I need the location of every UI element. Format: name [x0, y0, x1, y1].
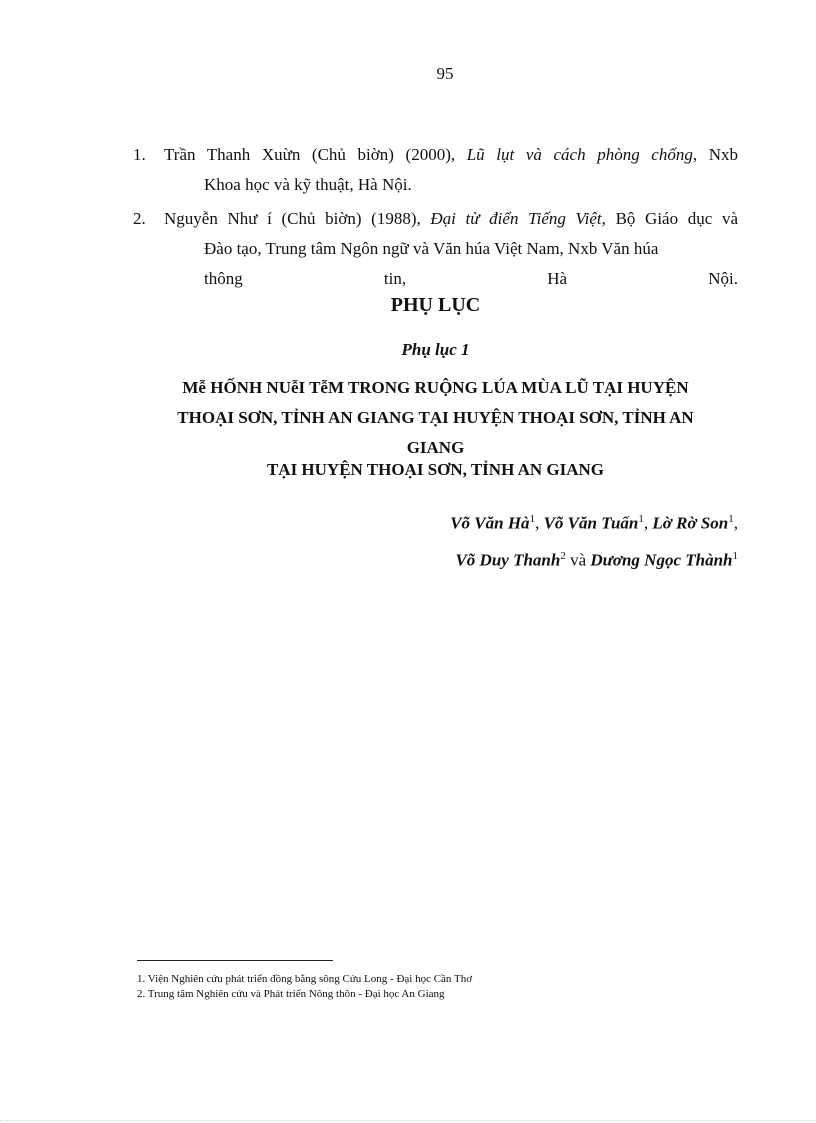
reference-title: Đại từ điển Tiếng Việt [430, 209, 602, 228]
author-line [133, 503, 738, 540]
reference-last-line: thông tin, Hà Nội. [204, 269, 738, 288]
heading-line: Mễ HỐNH NUễI TễM TRONG RUỘNG LÚA MÙA LŨ TẠI HUYỆN [182, 378, 689, 397]
author-separator: , [643, 513, 653, 533]
reference-tail: , Bộ Giáo dục và [601, 209, 738, 228]
author-name: Lờ Rờ Son [652, 513, 729, 533]
reference-continuation: Khoa học và kỹ thuật, Hà Nội. [204, 175, 412, 194]
reference-first-line [164, 140, 738, 170]
author-separator: , [535, 513, 544, 533]
affiliation-marker: 2 [560, 549, 566, 562]
reference-tail: , Nxb [692, 145, 738, 164]
author-name: Võ Văn Tuấn [543, 513, 639, 533]
author-separator: , [733, 513, 738, 533]
reference-number: 1. [133, 145, 146, 164]
author-name: Võ Duy Thanh [455, 550, 561, 570]
reference-number: 2. [133, 209, 146, 228]
appendix-title: PHỤ LỤC [390, 294, 481, 316]
reference-list [133, 140, 738, 298]
reference-author: Trần Thanh Xuừn (Chủ biờn) (2000), [164, 145, 467, 164]
reference-title: Lũ lụt và cách phòng chống [466, 145, 693, 164]
heading-line: GIANG [406, 438, 465, 457]
author-line [133, 540, 738, 577]
author-block [133, 503, 738, 576]
footnote-divider [137, 960, 333, 961]
affiliation-marker: 1 [638, 513, 644, 525]
page-number: 95 [436, 64, 454, 83]
footnote: 1. Viện Nghiên cứu phát triển đồng bằng sông Cửu Long - Đại học Cần Thơ [137, 973, 473, 985]
author-name: Dương Ngọc Thành [590, 550, 733, 570]
heading-line: TẠI HUYỆN THOẠI SƠN, TỈNH AN GIANG [266, 460, 605, 479]
heading-line: THOẠI SƠN, TỈNH AN GIANG TẠI HUYỆN THOẠI SƠN, TỈNH AN [177, 408, 694, 427]
author-conjunction: và [565, 550, 591, 570]
reference-author: Nguyễn Như í (Chủ biờn) (1988), [164, 209, 431, 228]
page-bottom-edge [0, 1120, 816, 1121]
appendix-subtitle: Phụ lục 1 [401, 340, 470, 359]
footnotes [137, 972, 737, 1002]
affiliation-marker: 1 [529, 513, 536, 525]
appendix-heading [133, 373, 738, 483]
author-name: Võ Văn Hà [450, 513, 530, 533]
reference-first-line [164, 204, 738, 234]
reference-item [133, 140, 738, 200]
footnote: 2. Trung tâm Nghiên cứu và Phát triển Nông thôn - Đại học An Giang [137, 988, 445, 1000]
reference-continuation: Đào tạo, Trung tâm Ngôn ngữ và Văn húa Việt Nam, Nxb Văn húa [204, 239, 659, 258]
reference-item [133, 204, 738, 294]
affiliation-marker: 1 [732, 549, 738, 562]
affiliation-marker: 1 [728, 513, 734, 525]
